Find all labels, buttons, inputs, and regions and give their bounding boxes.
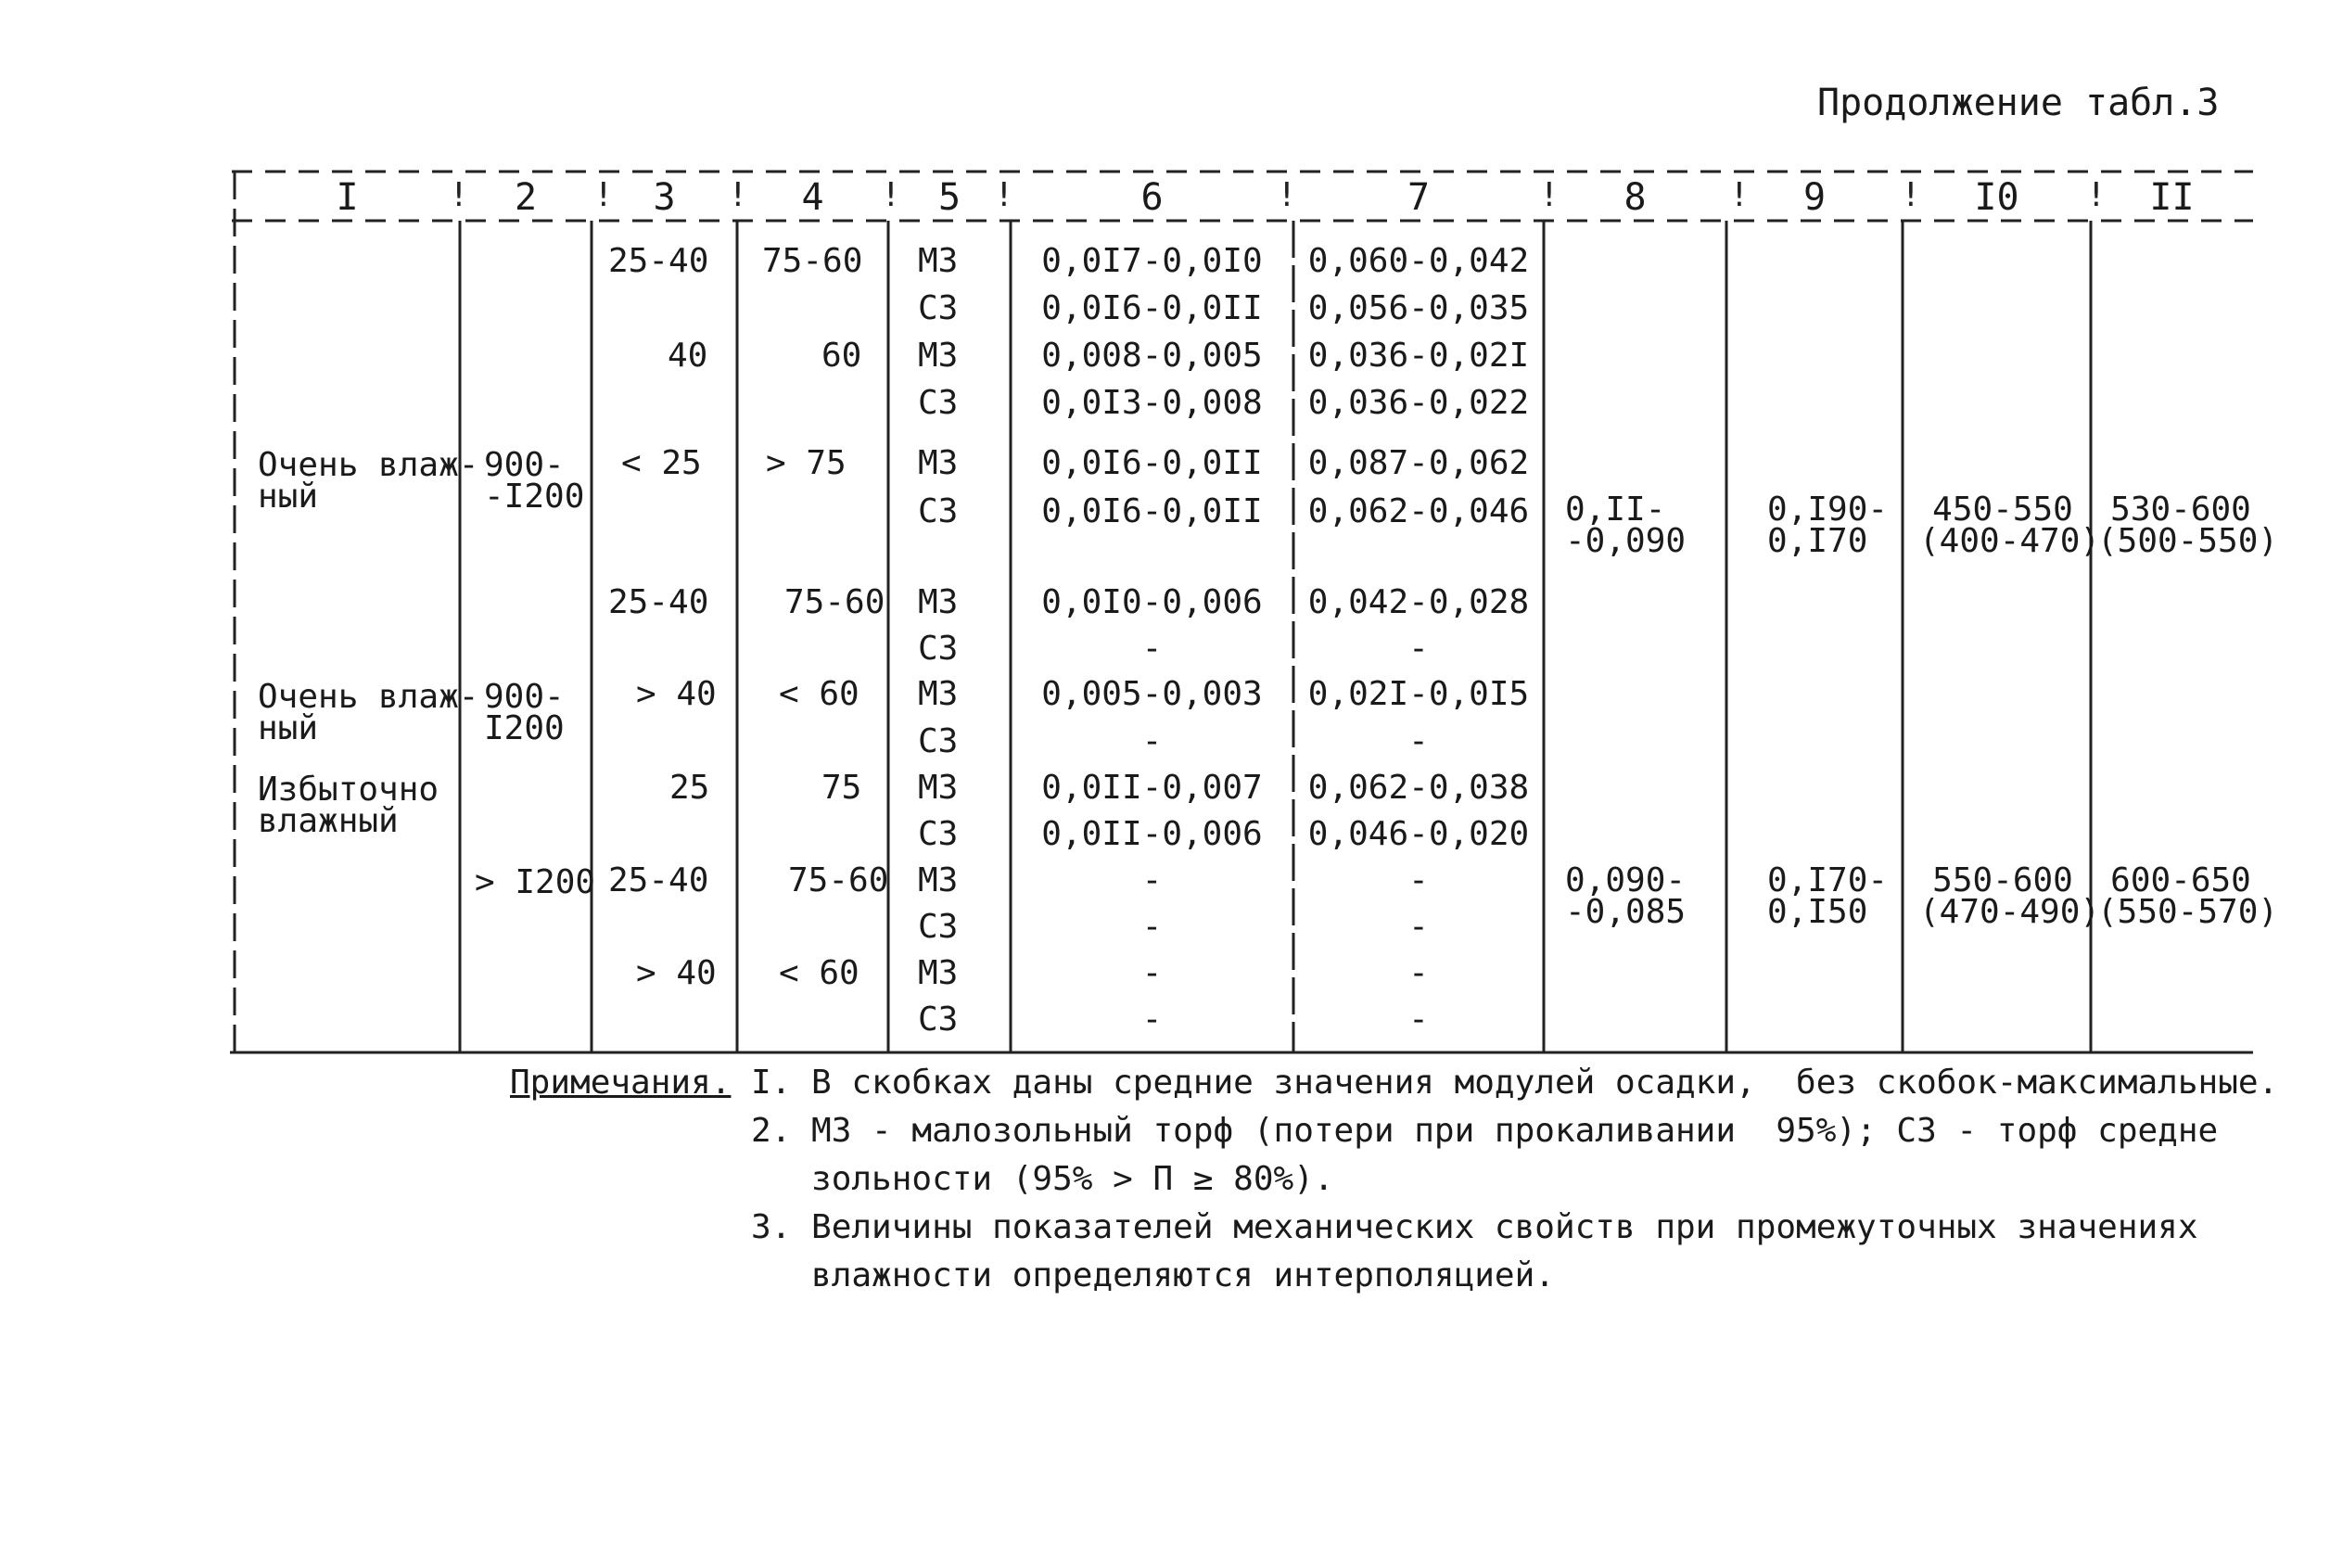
col2-value: > I200 <box>475 863 596 901</box>
col3-value: > 40 <box>636 675 717 713</box>
svg-text:!: ! <box>593 176 614 214</box>
note-item: I. В скобках даны средние значения модулей осадки, без скобок-максимальные. <box>751 1064 2279 1102</box>
col6-value: 0,0I6-0,0II <box>1041 289 1263 327</box>
col4-value: 60 <box>821 337 862 375</box>
col7-value: 0,087-0,062 <box>1307 444 1530 482</box>
col8-value: 0,II- -0,090 <box>1565 491 1687 560</box>
header-col-2: 2 <box>514 176 538 219</box>
col4-value: 75-60 <box>762 242 863 280</box>
col5-ash-type: СЗ <box>918 722 959 760</box>
col5-ash-type: МЗ <box>918 583 959 621</box>
col10-value: 450-550 (400-470) <box>1919 491 2101 560</box>
col4-value: < 60 <box>779 954 859 992</box>
col3-value: 40 <box>668 337 708 375</box>
col7-value: - <box>1408 1001 1429 1039</box>
note-item: 2. МЗ - малозольный торф (потери при прокаливании 95%); СЗ - торф средне <box>751 1112 2219 1150</box>
col7-value: 0,042-0,028 <box>1307 583 1530 621</box>
col7-value: 0,036-0,022 <box>1307 384 1530 422</box>
col4-value: 75-60 <box>784 583 885 621</box>
header-col-7: 7 <box>1407 176 1431 219</box>
soil-label-excessively-moist: Избыточно влажный <box>258 771 439 840</box>
col7-value: - <box>1408 908 1429 946</box>
svg-text:!: ! <box>881 176 901 214</box>
col6-value: 0,0I6-0,0II <box>1041 492 1263 530</box>
col3-value: 25-40 <box>608 242 709 280</box>
header-col-11: II <box>2149 176 2195 219</box>
col5-ash-type: МЗ <box>918 444 959 482</box>
col4-value: 75 <box>821 769 862 807</box>
header-col-9: 9 <box>1802 176 1827 219</box>
col5-ash-type: СЗ <box>918 630 959 668</box>
col5-ash-type: СЗ <box>918 908 959 946</box>
col5-ash-type: СЗ <box>918 1001 959 1039</box>
svg-text:!: ! <box>1729 176 1750 214</box>
header-col-10: I0 <box>1974 176 2019 219</box>
col3-value: 25 <box>669 769 710 807</box>
col4-value: 75-60 <box>788 861 889 899</box>
svg-text:!: ! <box>1277 176 1297 214</box>
col3-value: > 40 <box>636 954 717 992</box>
col6-value: 0,0I6-0,0II <box>1041 444 1263 482</box>
col5-ash-type: МЗ <box>918 337 959 375</box>
col7-value: 0,046-0,020 <box>1307 815 1530 853</box>
col6-value: 0,008-0,005 <box>1041 337 1263 375</box>
col3-value: < 25 <box>621 444 702 482</box>
col6-value: 0,0I7-0,0I0 <box>1041 242 1263 280</box>
col3-value: 25-40 <box>608 583 709 621</box>
col7-value: 0,056-0,035 <box>1307 289 1530 327</box>
soil-label-very-moist-2: Очень влаж- ный <box>258 678 479 747</box>
col6-value: - <box>1141 861 1163 899</box>
col7-value: - <box>1408 954 1429 992</box>
col3-value: 25-40 <box>608 861 709 899</box>
header-col-6: 6 <box>1140 176 1164 219</box>
svg-text:!: ! <box>994 176 1014 214</box>
col5-ash-type: СЗ <box>918 384 959 422</box>
col7-value: - <box>1408 861 1429 899</box>
col6-value: - <box>1141 908 1163 946</box>
svg-text:!: ! <box>1539 176 1560 214</box>
col5-ash-type: СЗ <box>918 492 959 530</box>
note-item: зольности (95% > П ≥ 80%). <box>751 1160 1334 1198</box>
col11-value: 600-650 (550-570) <box>2097 861 2279 931</box>
col9-value: 0,I90- 0,I70 <box>1767 491 1889 560</box>
col5-ash-type: МЗ <box>918 675 959 713</box>
col6-value: - <box>1141 630 1163 668</box>
col5-ash-type: МЗ <box>918 861 959 899</box>
col2-value: 900- -I200 <box>484 446 585 516</box>
col7-value: 0,036-0,02I <box>1307 337 1530 375</box>
col11-value: 530-600 (500-550) <box>2097 491 2279 560</box>
col5-ash-type: МЗ <box>918 769 959 807</box>
col6-value: - <box>1141 954 1163 992</box>
table-continuation-caption: Продолжение табл.3 <box>1817 82 2220 124</box>
col6-value: 0,0I0-0,006 <box>1041 583 1263 621</box>
col8-value: 0,090- -0,085 <box>1565 861 1687 931</box>
header-col-8: 8 <box>1623 176 1647 219</box>
col5-ash-type: СЗ <box>918 289 959 327</box>
notes-title: Примечания. <box>510 1064 732 1102</box>
col10-value: 550-600 (470-490) <box>1919 861 2101 931</box>
svg-text:!: ! <box>728 176 748 214</box>
col2-value: 900- I200 <box>484 678 565 747</box>
svg-text:!: ! <box>449 176 469 214</box>
col7-value: - <box>1408 630 1429 668</box>
svg-text:!: ! <box>2086 176 2107 214</box>
col4-value: > 75 <box>766 444 847 482</box>
col9-value: 0,I70- 0,I50 <box>1767 861 1889 931</box>
col7-value: 0,062-0,046 <box>1307 492 1530 530</box>
col7-value: 0,060-0,042 <box>1307 242 1530 280</box>
col6-value: 0,0I3-0,008 <box>1041 384 1263 422</box>
col6-value: 0,0II-0,007 <box>1041 769 1263 807</box>
col7-value: 0,02I-0,0I5 <box>1307 675 1530 713</box>
col5-ash-type: СЗ <box>918 815 959 853</box>
col5-ash-type: МЗ <box>918 954 959 992</box>
header-col-5: 5 <box>937 176 961 219</box>
header-col-4: 4 <box>801 176 824 219</box>
col6-value: 0,0II-0,006 <box>1041 815 1263 853</box>
note-item: 3. Величины показателей механических свойств при промежуточных значениях <box>751 1208 2198 1246</box>
header-col-3: 3 <box>653 176 676 219</box>
col4-value: < 60 <box>779 675 859 713</box>
col6-value: 0,005-0,003 <box>1041 675 1263 713</box>
note-item: влажности определяются интерполяцией. <box>751 1256 1555 1294</box>
col6-value: - <box>1141 1001 1163 1039</box>
col6-value: - <box>1141 722 1163 760</box>
col7-value: 0,062-0,038 <box>1307 769 1530 807</box>
svg-text:!: ! <box>1901 176 1921 214</box>
col5-ash-type: МЗ <box>918 242 959 280</box>
header-col-1: I <box>336 176 359 219</box>
soil-label-very-moist-1: Очень влаж- ный <box>258 446 479 516</box>
col7-value: - <box>1408 722 1429 760</box>
